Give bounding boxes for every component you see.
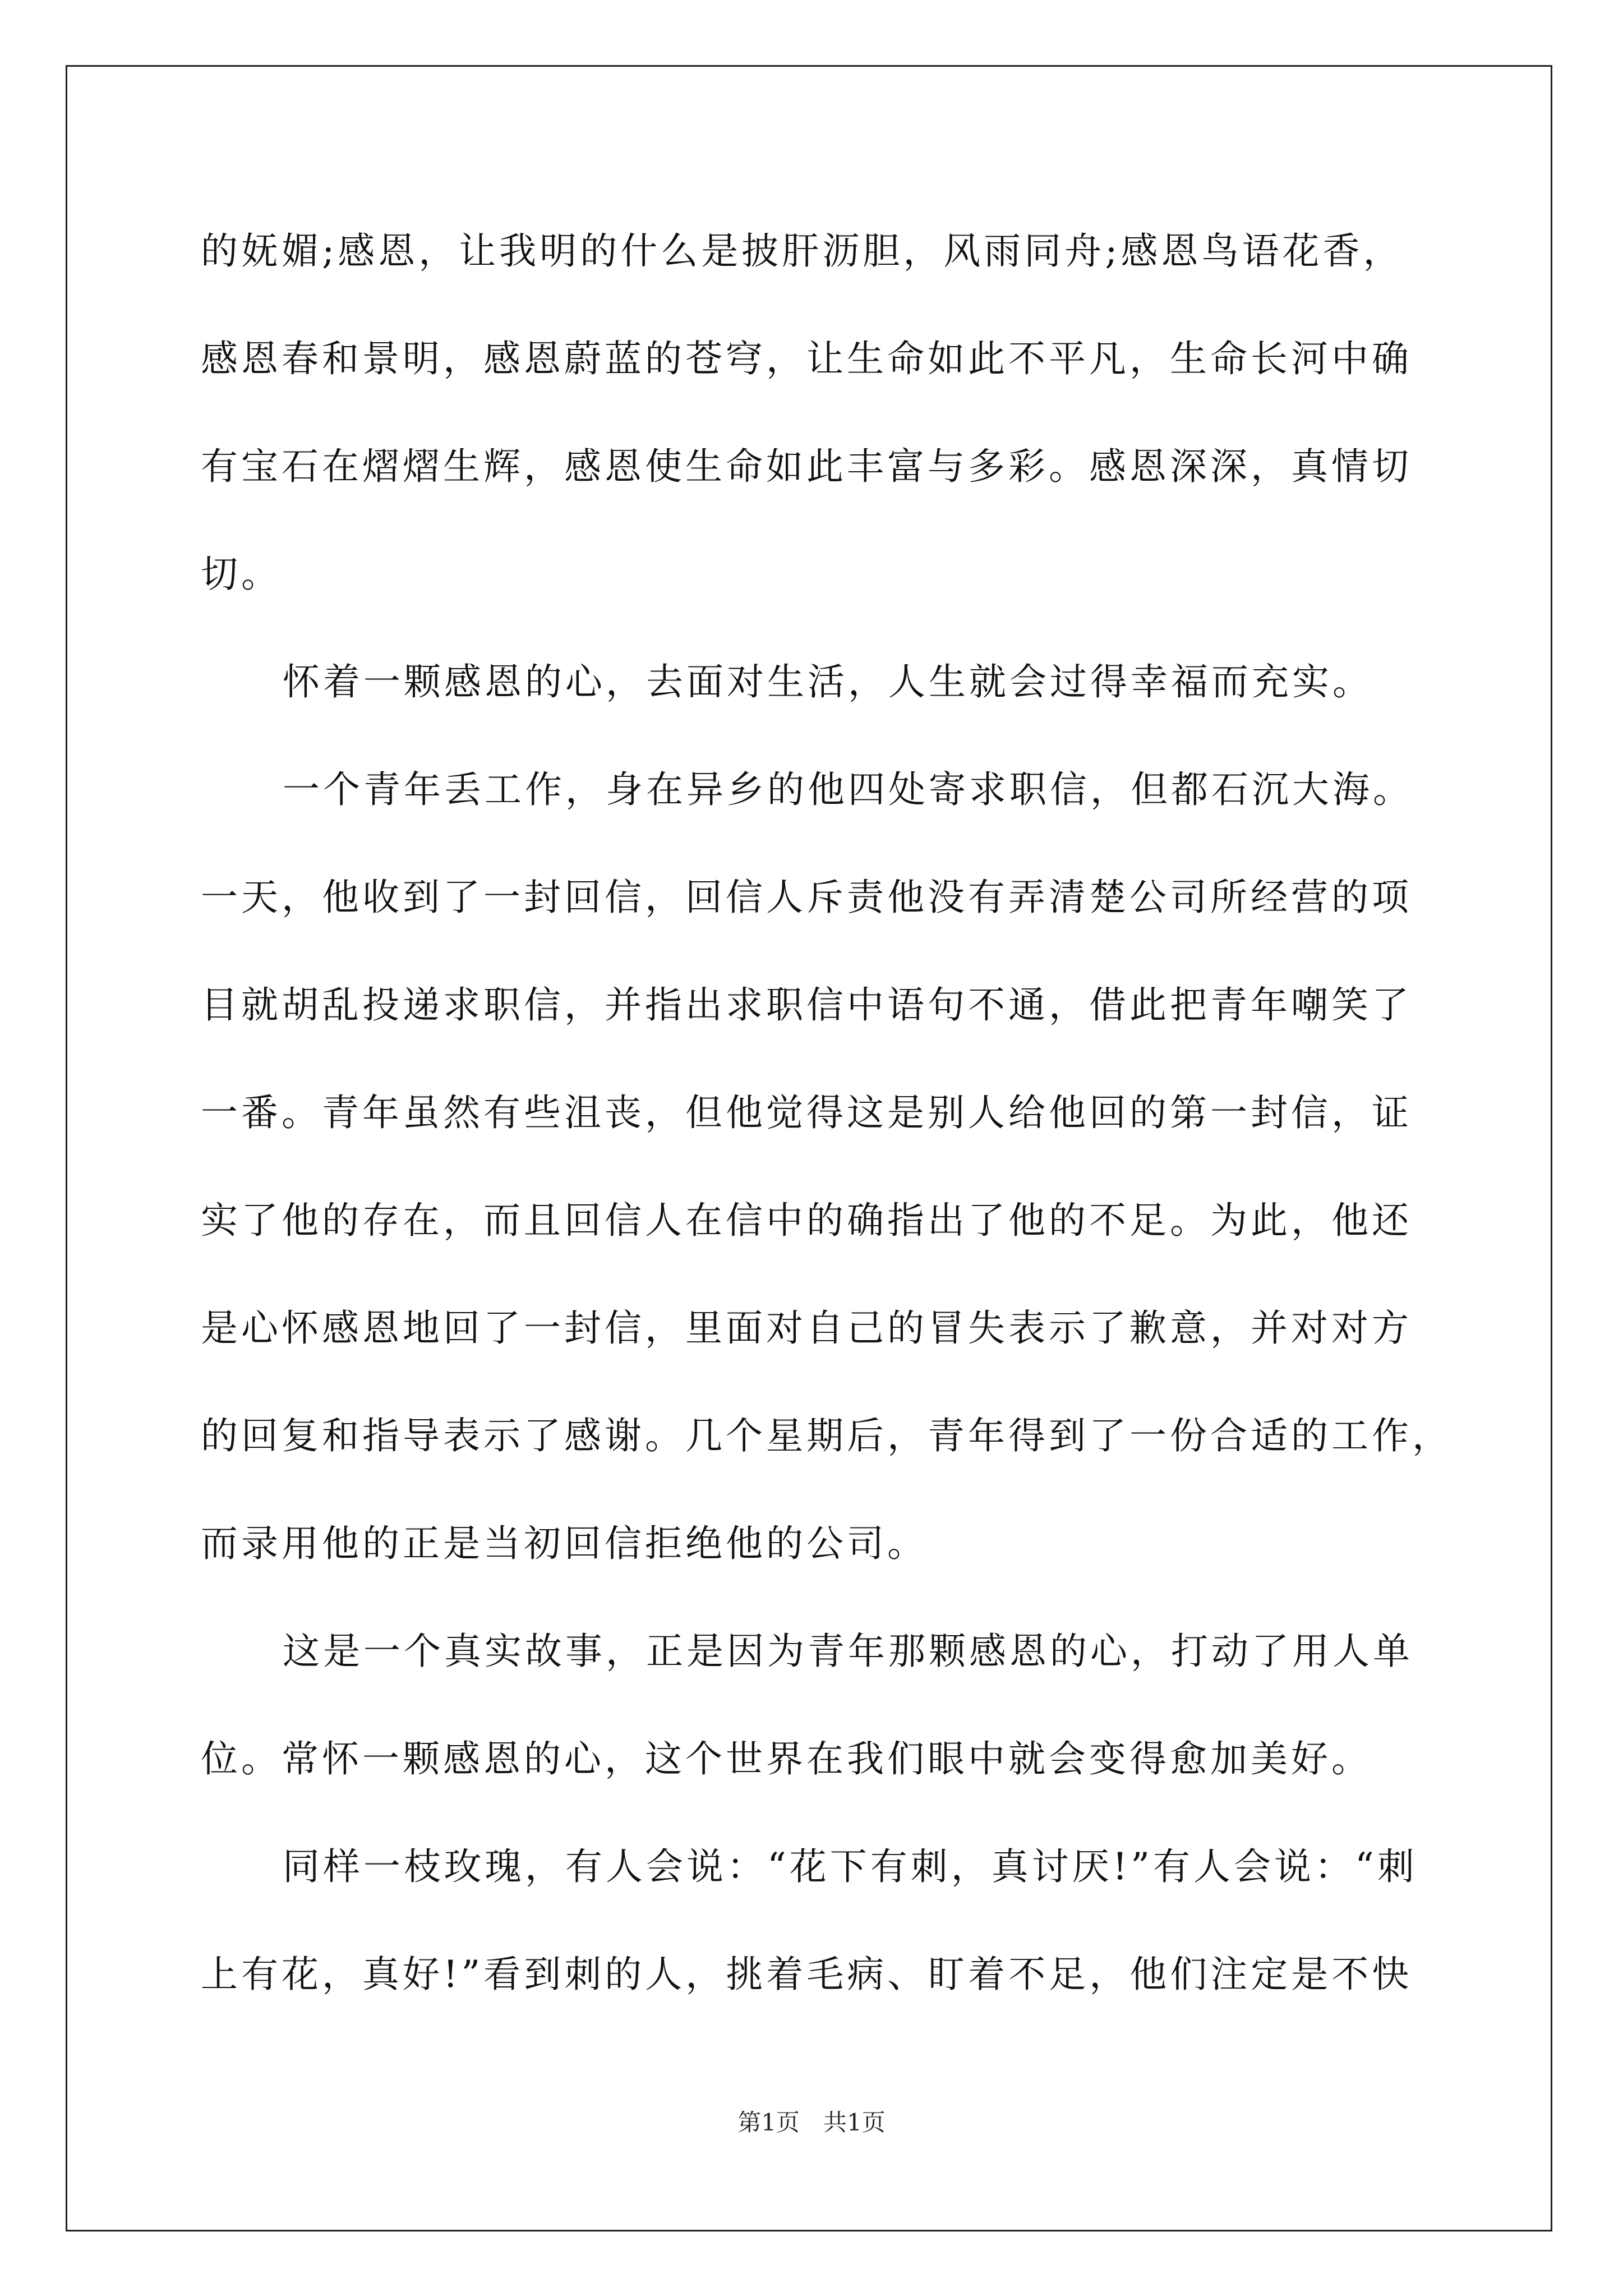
text-line: 同样一枝玫瑰，有人会说：“花下有刺，真讨厌!”有人会说：“刺 [283, 1845, 1418, 1888]
page-number: 第1页 共1页 [737, 2109, 886, 2136]
text-line: 的妩媚;感恩，让我明的什么是披肝沥胆，风雨同舟;感恩鸟语花香， [201, 229, 1404, 273]
text-line: 目就胡乱投递求职信，并指出求职信中语句不通，借此把青年嘲笑了 [201, 983, 1412, 1027]
text-line: 实了他的存在，而且回信人在信中的确指出了他的不足。为此，他还 [201, 1199, 1412, 1242]
text-line: 位。常怀一颗感恩的心，这个世界在我们眼中就会变得愈加美好。 [201, 1737, 1372, 1780]
text-line: 有宝石在熠熠生辉，感恩使生命如此丰富与多彩。感恩深深，真情切 [201, 445, 1412, 488]
text-line: 而录用他的正是当初回信拒绝他的公司。 [201, 1522, 928, 1565]
text-line: 切。 [201, 553, 282, 596]
text-line: 一天，他收到了一封回信，回信人斥责他没有弄清楚公司所经营的项 [201, 876, 1412, 919]
text-line: 怀着一颗感恩的心，去面对生活，人生就会过得幸福而充实。 [283, 660, 1373, 703]
text-line: 一番。青年虽然有些沮丧，但他觉得这是别人给他回的第一封信，证 [201, 1091, 1412, 1134]
text-line: 上有花，真好!”看到刺的人，挑着毛病、盯着不足，他们注定是不快 [201, 1953, 1413, 1996]
text-line: 感恩春和景明，感恩蔚蓝的苍穹，让生命如此不平凡，生命长河中确 [201, 337, 1412, 380]
text-line: 的回复和指导表示了感谢。几个星期后，青年得到了一份合适的工作， [201, 1414, 1453, 1457]
text-line: 一个青年丢工作，身在异乡的他四处寄求职信，但都石沉大海。 [283, 768, 1413, 811]
text-line: 是心怀感恩地回了一封信，里面对自己的冒失表示了歉意，并对对方 [201, 1306, 1412, 1350]
text-line: 这是一个真实故事，正是因为青年那颗感恩的心，打动了用人单 [283, 1630, 1413, 1673]
